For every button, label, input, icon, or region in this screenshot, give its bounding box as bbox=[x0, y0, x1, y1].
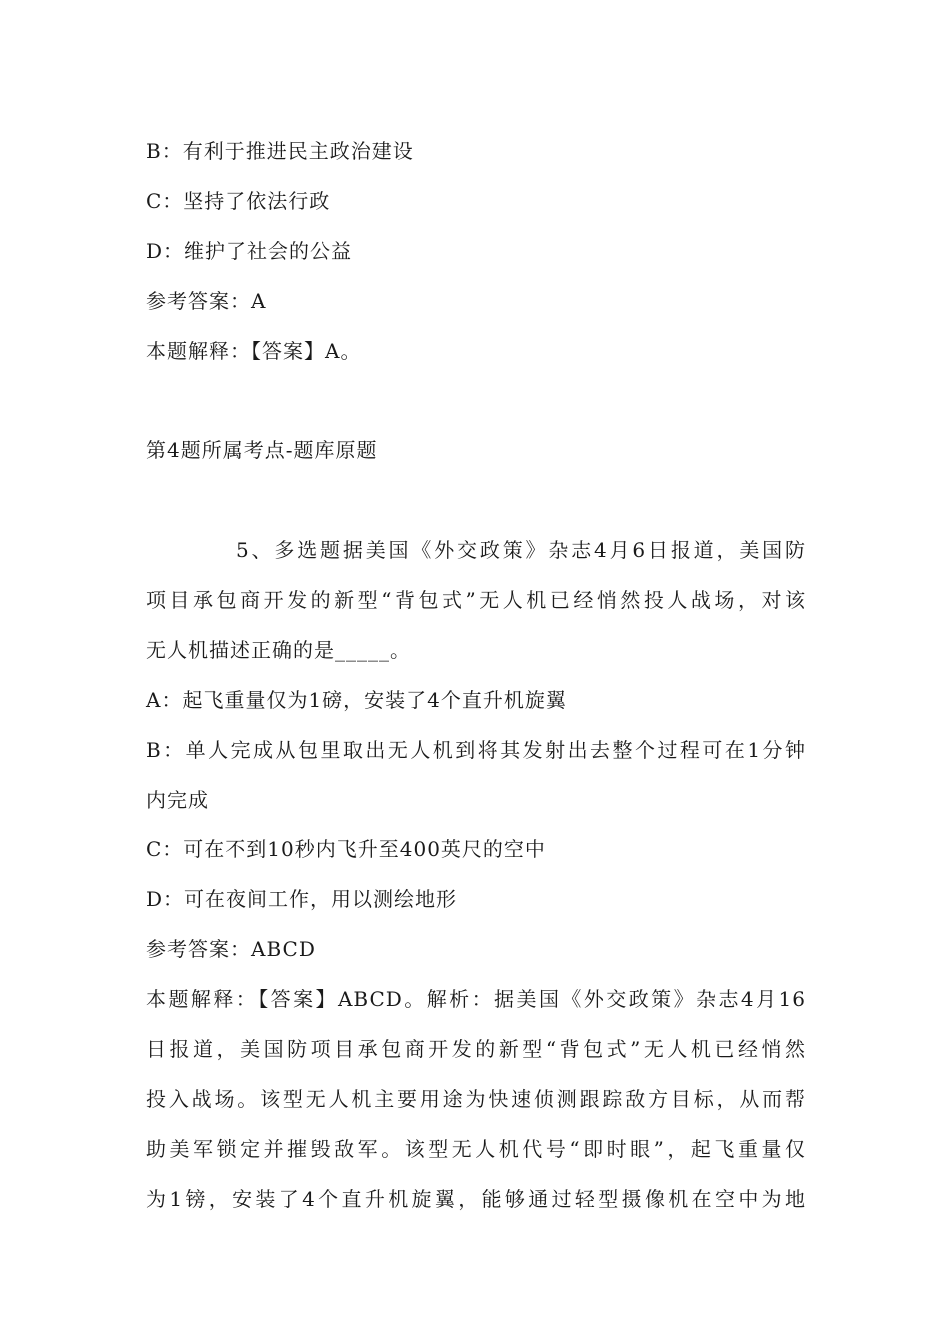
q5-stem-line-1: 5、多选题据美国《外交政策》杂志4月6日报道，美国防 bbox=[236, 538, 806, 562]
q4-option-c: C：坚持了依法行政 bbox=[146, 189, 331, 213]
q5-option-b-line-1: B：单人完成从包里取出无人机到将其发射出去整个过程可在1分钟 bbox=[146, 738, 806, 762]
q5-explanation-line-4: 助美军锁定并摧毁敌军。该型无人机代号“即时眼”，起飞重量仅 bbox=[146, 1137, 806, 1161]
q5-explanation-line-5: 为1镑，安装了4个直升机旋翼，能够通过轻型摄像机在空中为地 bbox=[146, 1187, 806, 1211]
q5-option-d: D：可在夜间工作，用以测绘地形 bbox=[146, 887, 458, 911]
q4-explanation: 本题解释：【答案】A。 bbox=[146, 339, 362, 363]
q5-explanation-line-1: 本题解释：【答案】ABCD。解析：据美国《外交政策》杂志4月16 bbox=[146, 987, 806, 1011]
q5-option-c: C：可在不到10秒内飞升至400英尺的空中 bbox=[146, 837, 546, 861]
q5-answer: 参考答案：ABCD bbox=[146, 937, 316, 961]
q4-point: 第4题所属考点-题库原题 bbox=[146, 438, 378, 462]
q5-explanation-line-2: 日报道，美国防项目承包商开发的新型“背包式”无人机已经悄然 bbox=[146, 1037, 806, 1061]
q4-option-b: B：有利于推进民主政治建设 bbox=[146, 139, 414, 163]
q5-option-b-line-2: 内完成 bbox=[146, 788, 209, 812]
q4-option-d: D：维护了社会的公益 bbox=[146, 239, 353, 263]
q5-explanation-line-3: 投入战场。该型无人机主要用途为快速侦测跟踪敌方目标，从而帮 bbox=[146, 1087, 806, 1111]
q4-answer: 参考答案：A bbox=[146, 289, 267, 313]
q5-stem-line-3: 无人机描述正确的是_____。 bbox=[146, 638, 411, 662]
q5-stem-line-2: 项目承包商开发的新型“背包式”无人机已经悄然投人战场，对该 bbox=[146, 588, 806, 612]
q5-option-a: A：起飞重量仅为1磅，安装了4个直升机旋翼 bbox=[146, 688, 567, 712]
